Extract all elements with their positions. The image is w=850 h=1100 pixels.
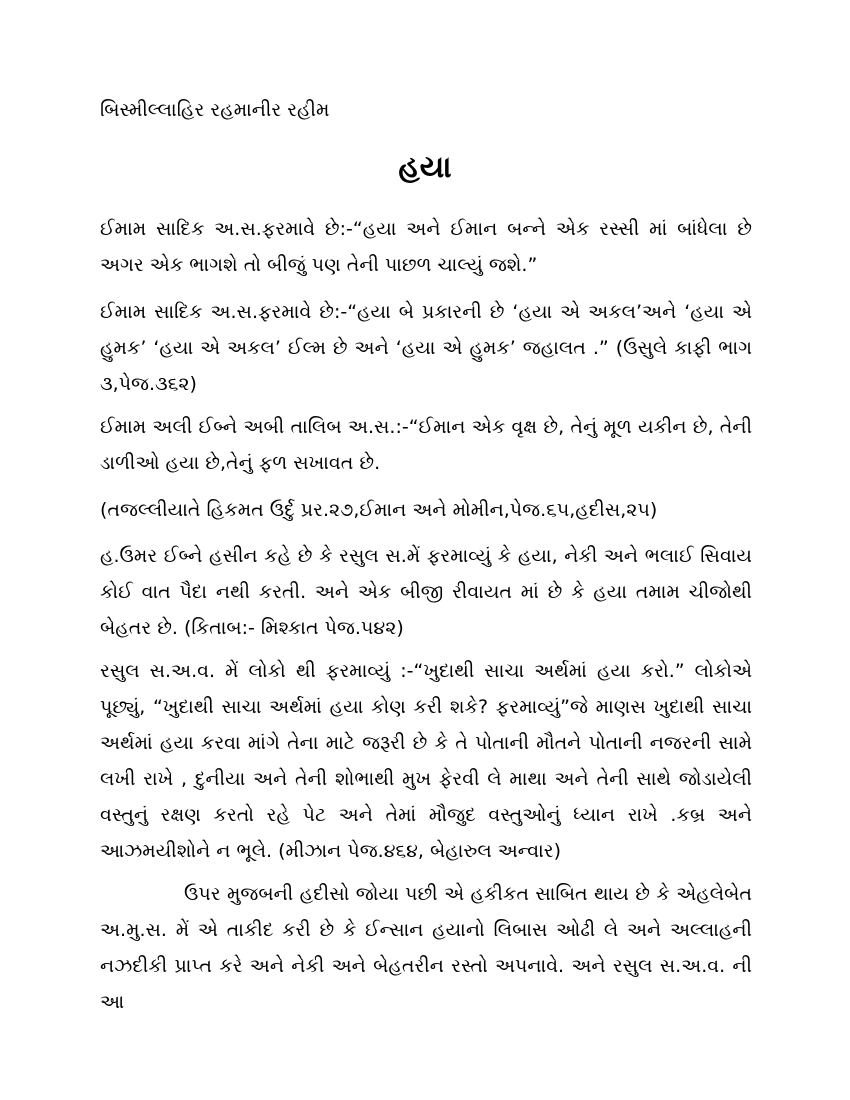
paragraph-citation: (તજલ્લીયાતે હિકમત ઉર્દુ પ્રર.૨૭,ઈમાન અને મોમીન,પેજ.૬૫,હદીસ,૨૫)	[100, 499, 658, 521]
paragraph-imam-ali: ઈમામ અલી ઈબ્ને અબી તાલિબ અ.સ.:-“ઈમાન એક વૃક્ષ છે, તેનું મૂળ યકીન છે, તેની ડાળીઓ હયા છે,તેનું ફળ સખાવત છે.	[100, 416, 752, 474]
page-title: હયા	[398, 150, 452, 185]
bismillah-heading: બિસ્મીલ્લાહિર રહમાનીર રહીમ	[100, 99, 330, 121]
paragraph-umar-ibn-hasin: હ.ઉમર ઈબ્ને હસીન કહે છે કે રસુલ સ.મેં ફરમાવ્યું કે હયા, નેકી અને ભલાઈ સિવાય કોઈ વાત પૈદા નથી કરતી. અને એક બીજી રીવાયત માં છે કે હયા તમામ ચીજોથી બેહતર છે. (કિતાબ:- મિશ્કાત પેજ.૫૪૨)	[100, 545, 752, 639]
paragraph-conclusion: ઉપર મુજબની હદીસો જોયા પછી એ હકીકત સાબિત થાય છે કે એહલેબેત અ.મુ.સ. મેં એ તાકીદ કરી છે કે ઈન્સાન હયાનો લિબાસ ઓઢી લે અને અલ્લાહની નઝદીકી પ્રાપ્ત કરે અને નેકી અને બેહતરીન રસ્તો અપનાવે. અને રસુલ સ.અ.વ. ની આ	[100, 883, 752, 1013]
paragraph-imam-sadiq-2: ઈમામ સાદિક અ.સ.ફરમાવે છે:-“હયા બે પ્રકારની છે ‘હયા એ અકલ’અને ‘હયા એ હુમક’ ‘હયા એ અકલ’ ઈલ્મ છે અને ‘હયા એ હુમક’ જહાલત .” (ઉસુલે કાફી ભાગ ૩,પેજ.૩૬૨)	[100, 301, 752, 395]
paragraph-imam-sadiq-1: ઈમામ સાદિક અ.સ.ફરમાવે છે:-“હયા અને ઈમાન બન્ને એક રસ્સી માં બાંધેલા છે અગર એક ભાગશે તો બીજું પણ તેની પાછળ ચાલ્યું જશે.”	[100, 218, 752, 276]
paragraph-rasul: રસુલ સ.અ.વ. મેં લોકો થી ફરમાવ્યું :-“ખુદાથી સાચા અર્થમાં હયા કરો.” લોકોએ પૂછ્યું, “ખુદાથી સાચા અર્થમાં હયા કોણ કરી શકે? ફરમાવ્યું”જે માણસ ખુદાથી સાચા અર્થમાં હયા કરવા માંગે તેના માટે જરૂરી છે કે તે પોતાની મૌતને પોતાની નજરની સામે લખી રાખે , દુનીયા અને તેની શોભાથી મુખ ફેરવી લે માથા અને તેની સાથે જોડાયેલી વસ્તુનું રક્ષણ કરતો રહે પેટ અને તેમાં મૌજુદ વસ્તુઓનું ધ્યાન રાખે .કબ્ર અને આઝમયીશોને ન ભૂલે. (મીઝાન પેજ.૪૬૪, બેહારુલ અન્વાર)	[100, 660, 752, 862]
